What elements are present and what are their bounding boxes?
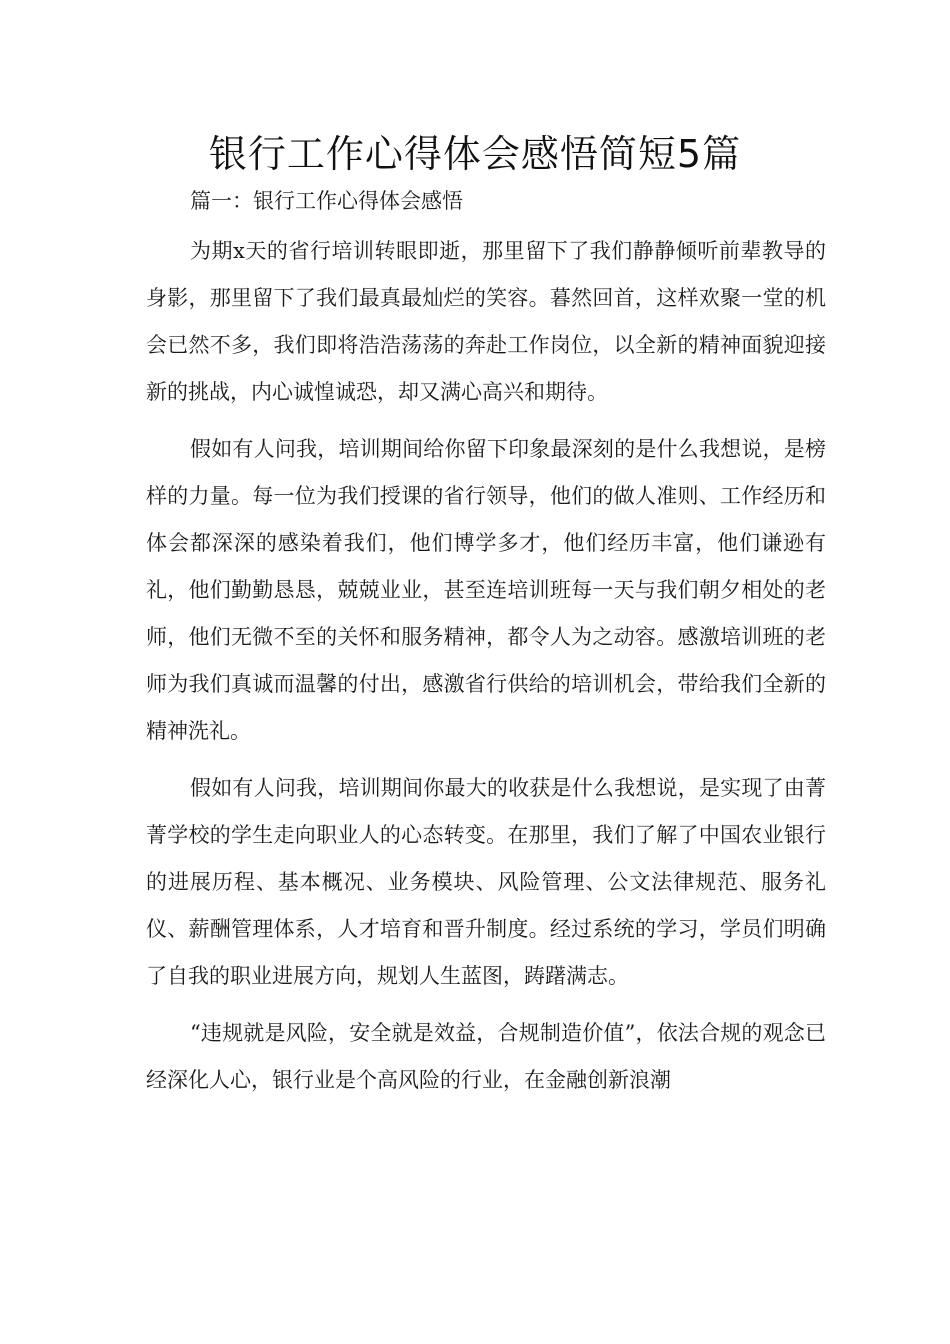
paragraph-1: 为期x天的省行培训转眼即逝，那里留下了我们静静倾听前辈教导的身影，那里留下了我们最真最灿烂的笑容。暮然回首，这样欢聚一堂的机会已然不多，我们即将浩浩荡荡的奔赴工作岗位，以全新的精神面貌迎接新的挑战，内心诚惶诚恐，却又满心高兴和期待。 bbox=[146, 239, 826, 404]
section-heading: 篇一：银行工作心得体会感悟 bbox=[190, 189, 463, 213]
paragraph-2: 假如有人问我，培训期间给你留下印象最深刻的是什么我想说，是榜样的力量。每一位为我们授课的省行领导，他们的做人准则、工作经历和体会都深深的感染着我们，他们博学多才，他们经历丰富，他们谦逊有礼，他们勤勤恳恳，兢兢业业，甚至连培训班每一天与我们朝夕相处的老师，他们无微不至的关怀和服务精神，都令人为之动容。感激培训班的老师为我们真诚而温馨的付出，感激省行供给的培训机会，带给我们全新的精神洗礼。 bbox=[146, 437, 826, 743]
document-body bbox=[146, 228, 826, 1104]
paragraph-gap bbox=[146, 755, 826, 765]
paragraph-4: “违规就是风险，安全就是效益，合规制造价值”，依法合规的观念已经深化人心，银行业是个高风险的行业，在金融创新浪潮 bbox=[146, 1021, 826, 1092]
paragraph-gap bbox=[146, 1000, 826, 1010]
paragraph-gap bbox=[146, 416, 826, 426]
paragraph-3: 假如有人问我，培训期间你最大的收获是什么我想说，是实现了由菁菁学校的学生走向职业人的心态转变。在那里，我们了解了中国农业银行的进展历程、基本概况、业务模块、风险管理、公文法律规范、服务礼仪、薪酬管理体系，人才培育和晋升制度。经过系统的学习，学员们明确了自我的职业进展方向，规划人生蓝图，踌躇满志。 bbox=[146, 776, 826, 988]
document-title: 银行工作心得体会感悟简短5篇 bbox=[208, 132, 742, 176]
